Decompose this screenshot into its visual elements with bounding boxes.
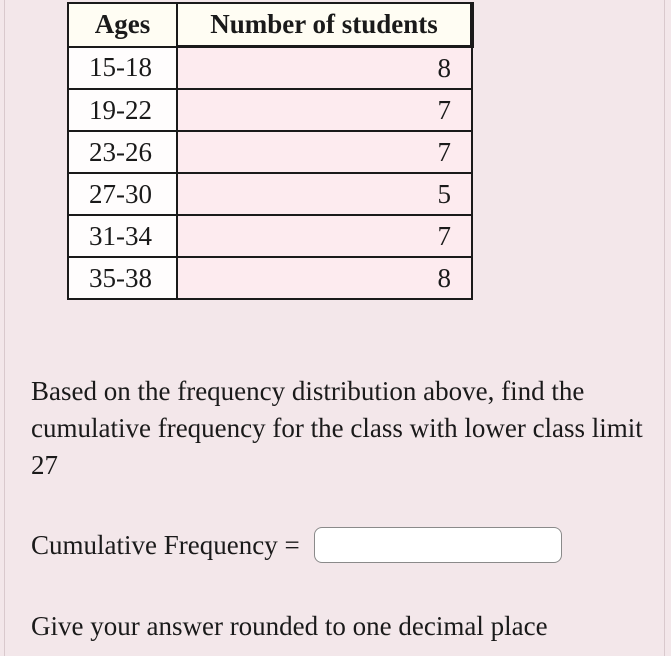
age-cell: 31-34 (68, 215, 177, 257)
age-cell: 15-18 (68, 47, 177, 90)
count-cell: 8 (177, 47, 472, 90)
count-cell: 7 (177, 215, 472, 257)
cumulative-frequency-input[interactable] (314, 527, 562, 563)
header-ages: Ages (68, 3, 177, 47)
table-row (68, 131, 472, 173)
age-cell: 27-30 (68, 173, 177, 215)
count-cell: 5 (177, 173, 472, 215)
frequency-table (67, 2, 474, 300)
header-number-of-students: Number of students (177, 3, 472, 47)
question-text: Based on the frequency distribution above, find the cumulative frequency for the class with lower class limit 27 (31, 376, 643, 480)
table-row (68, 215, 472, 257)
count-cell: 8 (177, 257, 472, 299)
answer-label: Cumulative Frequency = (31, 530, 300, 560)
age-cell: 35-38 (68, 257, 177, 299)
count-cell: 7 (177, 89, 472, 131)
age-cell: 23-26 (68, 131, 177, 173)
age-cell: 19-22 (68, 89, 177, 131)
count-cell: 7 (177, 131, 472, 173)
table-row (68, 257, 472, 299)
table-row (68, 173, 472, 215)
answer-row (31, 526, 562, 564)
table-header-row (68, 3, 472, 47)
rounding-instruction: Give your answer rounded to one decimal place (31, 611, 548, 641)
question-panel (4, 0, 665, 656)
table-row (68, 47, 472, 90)
table-row (68, 89, 472, 131)
